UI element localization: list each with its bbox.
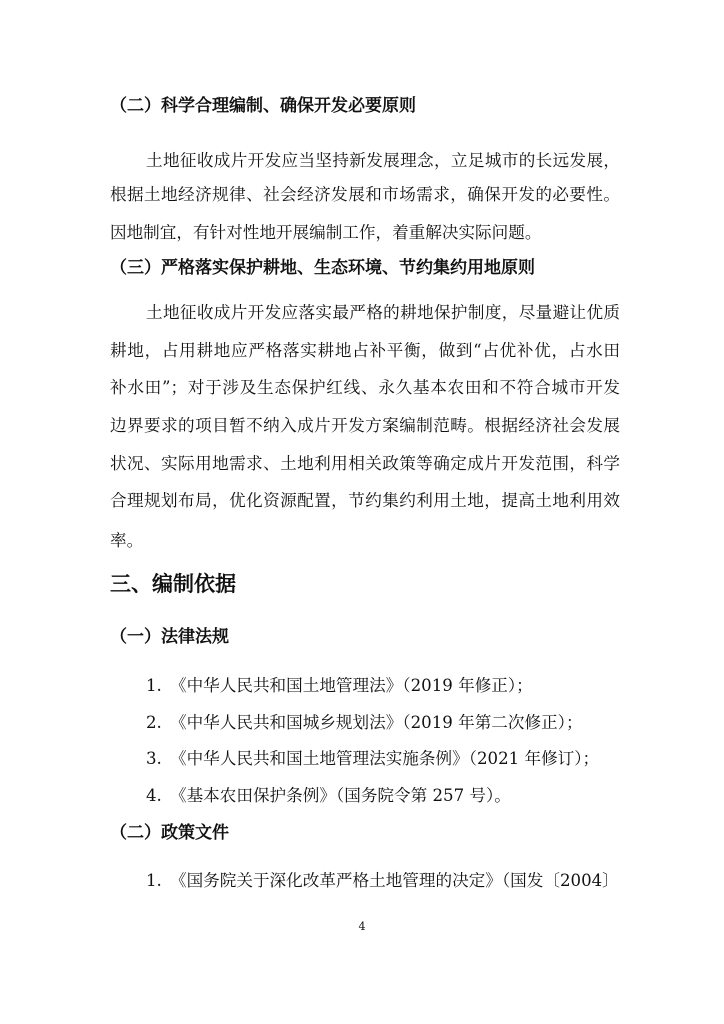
list-text: 《中华人民共和国城乡规划法》（2019 年第二次修正）； [170,713,583,732]
list-number: 1. [146,676,162,695]
paragraph-line: 耕地，占用耕地应严格落实耕地占补平衡，做到“占优补优，占水田 [110,341,620,360]
list-text: 《国务院关于深化改革严格土地管理的决定》（国发〔2004〕 [170,871,619,890]
paragraph-line: 合理规划布局，优化资源配置，节约集约利用土地，提高土地利用效 [110,491,620,510]
section-3-heading: （三）严格落实保护耕地、生态环境、节约集约用地原则 [110,258,535,278]
law-list-item [146,675,533,697]
list-text: 《中华人民共和国土地管理法实施条例》（2021 年修订）； [170,749,600,768]
list-number: 3. [146,749,162,768]
paragraph-line: 边界要求的项目暂不纳入成片开发方案编制范畴。根据经济社会发展 [110,416,620,435]
page-number: 4 [358,920,366,933]
policy-heading: （二）政策文件 [110,823,229,843]
paragraph-line: 状况、实际用地需求、土地利用相关政策等确定成片开发范围，科学 [110,454,620,473]
laws-heading: （一）法律法规 [110,627,229,647]
law-list-item [146,748,599,770]
paragraph-line: 根据土地经济规律、社会经济发展和市场需求，确保开发的必要性。 [110,185,620,204]
paragraph-line: 土地征收成片开发应落实最严格的耕地保护制度，尽量避让优质 [146,303,620,322]
policy-list-item [146,870,619,892]
section-2-heading: （二）科学合理编制、确保开发必要原则 [110,96,416,116]
list-number: 4. [146,786,162,805]
list-text: 《中华人民共和国土地管理法》（2019 年修正）； [170,676,533,695]
law-list-item [146,785,511,807]
chapter-3-heading: 三、编制依据 [110,571,236,596]
list-text: 《基本农田保护条例》（国务院令第 257 号）。 [170,786,511,805]
paragraph-line: 因地制宜，有针对性地开展编制工作，着重解决实际问题。 [110,223,542,242]
paragraph-line: 补水田”；对于涉及生态保护红线、永久基本农田和不符合城市开发 [110,378,620,397]
law-list-item [146,712,583,734]
paragraph-line: 土地征收成片开发应当坚持新发展理念，立足城市的长远发展， [146,151,620,170]
list-number: 2. [146,713,162,732]
paragraph-line: 率。 [110,531,144,550]
list-number: 1. [146,871,162,890]
